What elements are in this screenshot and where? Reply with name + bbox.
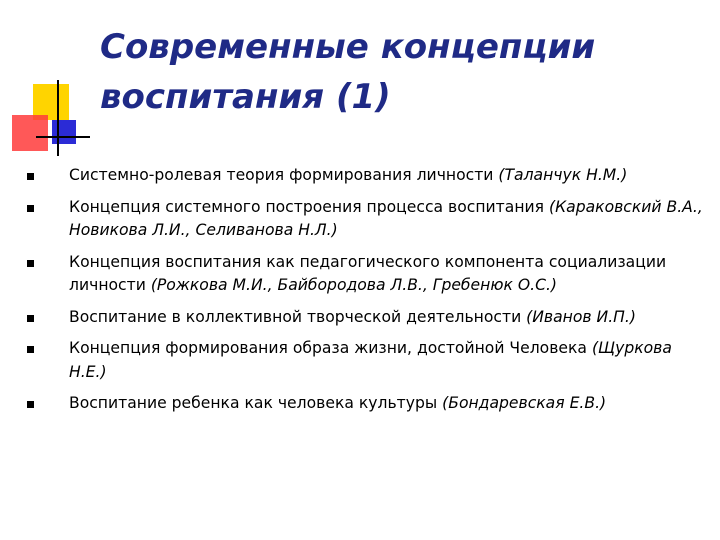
concept-author: (Щуркова Н.Е.) — [69, 339, 672, 381]
concept-author: (Рожкова М.И., Байбородова Л.В., Гребенюк О.С.) — [150, 276, 558, 294]
concept-author: (Бондаревская Е.В.) — [442, 394, 607, 412]
bullet-list — [0, 164, 720, 424]
concept-author: (Караковский В.А., Новикова Л.И., Селиванова Н.Л.) — [69, 197, 703, 239]
decoration-blue-square — [52, 120, 76, 144]
square-bullet-icon — [27, 173, 34, 180]
list-item — [0, 251, 709, 298]
list-item — [0, 164, 709, 188]
decoration-vertical-line — [57, 80, 59, 156]
concept-author: (Таланчук Н.М.) — [498, 166, 628, 184]
square-bullet-icon — [27, 346, 34, 353]
slide-title-line-1: Современные концепции — [100, 27, 596, 67]
list-item — [0, 196, 709, 243]
slide-title-line-2: воспитания (1) — [100, 77, 391, 117]
list-item — [0, 392, 709, 416]
concept-text: Концепция воспитания как педагогического компонента социализации личности — [69, 252, 667, 294]
concept-text: Воспитание в коллективной творческой деятельности — [69, 307, 527, 326]
concept-author: (Иванов И.П.) — [526, 307, 636, 326]
square-bullet-icon — [27, 260, 34, 267]
decoration-horizontal-line — [36, 136, 90, 138]
decoration-red-square — [12, 115, 48, 151]
list-item — [0, 337, 709, 384]
square-bullet-icon — [27, 205, 34, 212]
square-bullet-icon — [27, 401, 34, 408]
slide-title — [100, 22, 710, 122]
concept-text: Воспитание ребенка как человека культуры — [69, 394, 443, 412]
concept-text: Концепция системного построения процесса воспитания — [69, 197, 549, 216]
list-item — [0, 306, 709, 330]
concept-text: Концепция формирования образа жизни, достойной Человека — [69, 339, 592, 357]
square-bullet-icon — [27, 315, 34, 322]
concept-text: Системно-ролевая теория формирования личности — [69, 166, 499, 184]
